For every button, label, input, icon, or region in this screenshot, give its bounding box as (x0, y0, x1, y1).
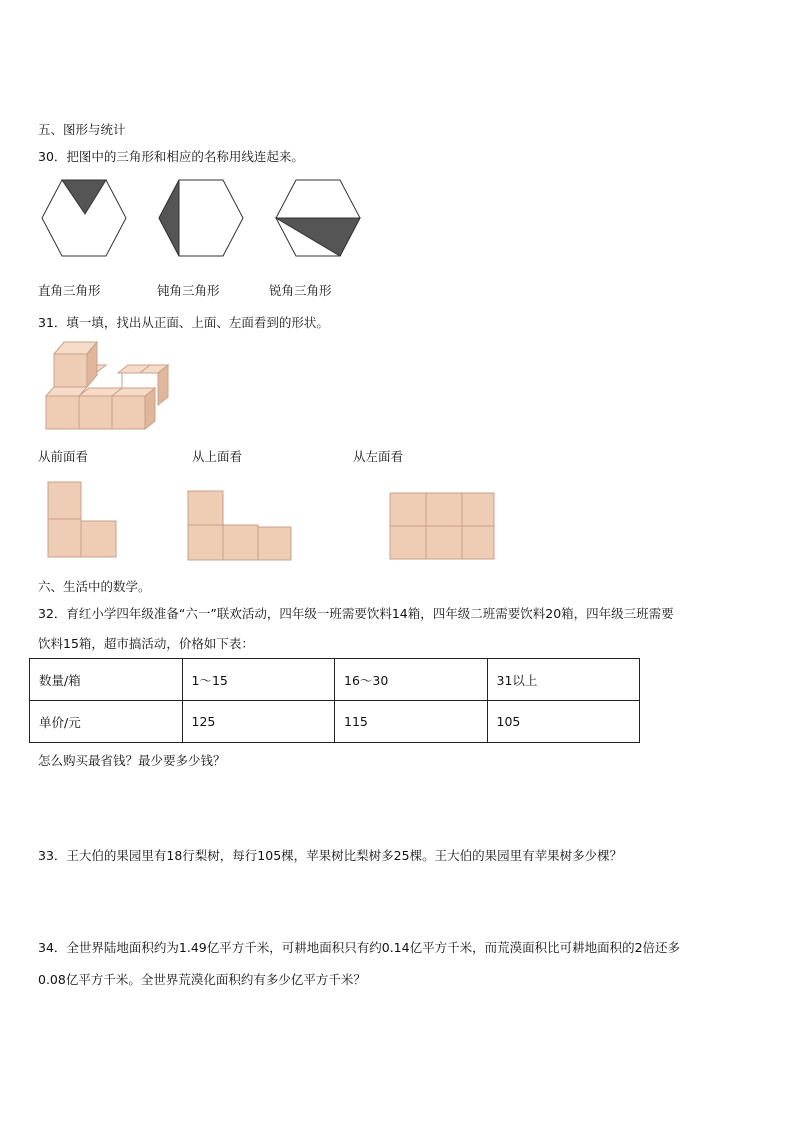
table-cell: 16～30 (335, 659, 488, 701)
table-cell: 115 (335, 701, 488, 743)
table-cell: 105 (487, 701, 640, 743)
hexagon-figure-3 (274, 178, 364, 258)
cube-stack-figure (44, 340, 174, 435)
table-row (30, 701, 640, 743)
question-32-line-2: 饮料15箱，超市搞活动，价格如下表： (38, 636, 254, 651)
view-label-front: 从前面看 (38, 449, 89, 464)
triangle-label-right: 直角三角形 (38, 283, 101, 298)
table-cell: 单价/元 (30, 701, 183, 743)
question-32-ask: 怎么购买最省钱？最少要多少钱？ (38, 753, 226, 768)
front-view-shape (47, 481, 127, 561)
triangle-label-acute: 锐角三角形 (269, 283, 332, 298)
price-table (29, 658, 640, 743)
section-6-title: 六、生活中的数学。 (38, 579, 151, 594)
top-view-shape (187, 490, 297, 565)
section-5-title: 五、图形与统计 (38, 122, 126, 137)
left-view-shape (389, 492, 499, 564)
table-cell: 31以上 (487, 659, 640, 701)
table-row (30, 659, 640, 701)
question-32-line-1: 32．育红小学四年级准备“六一”联欢活动，四年级一班需要饮料14箱，四年级二班需要饮料20箱，四年级三班需要 (38, 606, 674, 621)
view-label-left: 从左面看 (353, 449, 404, 464)
question-30-text: 30．把图中的三角形和相应的名称用线连起来。 (38, 149, 304, 164)
question-34-line-2: 0.08亿平方千米。全世界荒漠化面积约有多少亿平方千米？ (38, 972, 366, 987)
view-label-top: 从上面看 (192, 449, 243, 464)
question-34-line-1: 34．全世界陆地面积约为1.49亿平方千米，可耕地面积只有约0.14亿平方千米，而荒漠面积比可耕地面积的2倍还多 (38, 940, 681, 955)
table-cell: 125 (182, 701, 335, 743)
question-33-text: 33．王大伯的果园里有18行梨树，每行105棵，苹果树比梨树多25棵。王大伯的果园里有苹果树多少棵？ (38, 848, 623, 863)
question-31-text: 31．填一填，找出从正面、上面、左面看到的形状。 (38, 315, 329, 330)
hexagon-figure-1 (40, 178, 130, 258)
hexagon-figure-2 (157, 178, 247, 258)
table-cell: 数量/箱 (30, 659, 183, 701)
table-cell: 1～15 (182, 659, 335, 701)
triangle-label-obtuse: 钝角三角形 (157, 283, 220, 298)
